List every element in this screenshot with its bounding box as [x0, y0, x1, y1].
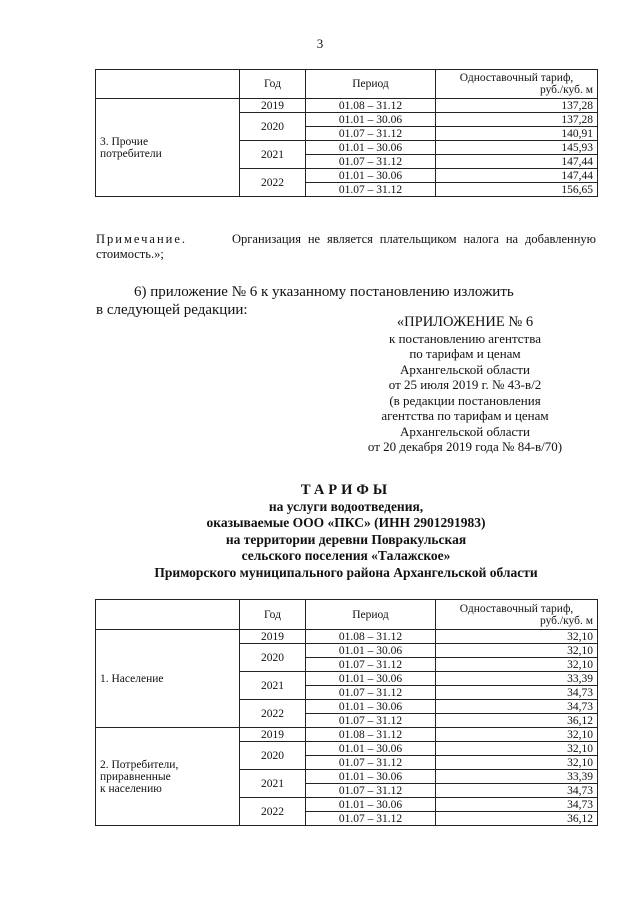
period-cell: 01.07 – 31.12 — [306, 714, 436, 728]
period-cell: 01.01 – 30.06 — [306, 770, 436, 784]
note-label: Примечание. — [96, 232, 188, 246]
category-cell: 2. Потребители, приравненные к населению — [96, 728, 240, 826]
value-cell: 32,10 — [436, 644, 598, 658]
value-cell: 145,93 — [436, 141, 598, 155]
year-cell: 2022 — [240, 798, 306, 826]
value-cell: 140,91 — [436, 127, 598, 141]
note-text: Организация не является плательщиком налога на добавленную стоимость.»; — [96, 232, 596, 261]
year-cell: 2022 — [240, 700, 306, 728]
year-header: Год — [240, 70, 306, 99]
value-cell: 137,28 — [436, 99, 598, 113]
period-header: Период — [306, 70, 436, 99]
tariff-table-population — [95, 599, 598, 826]
period-cell: 01.01 – 30.06 — [306, 141, 436, 155]
period-cell: 01.07 – 31.12 — [306, 784, 436, 798]
appendix-header: «ПРИЛОЖЕНИЕ № 6 к постановлению агентства по тарифам и ценам Архангельской области от 25 июля 2019 г. № 43-в/2 (в редакции постановления агентства по тарифам и ценам Архангельской области от 20 декабря 2019 года № 84-в/70) — [367, 314, 563, 454]
value-cell: 34,73 — [436, 798, 598, 812]
year-cell: 2019 — [240, 728, 306, 742]
value-cell: 32,10 — [436, 756, 598, 770]
period-cell: 01.07 – 31.12 — [306, 658, 436, 672]
value-cell: 34,73 — [436, 700, 598, 714]
period-cell: 01.08 – 31.12 — [306, 630, 436, 644]
table-header-row — [96, 600, 598, 630]
value-cell: 147,44 — [436, 155, 598, 169]
value-cell: 32,10 — [436, 728, 598, 742]
period-cell: 01.08 – 31.12 — [306, 99, 436, 113]
period-cell: 01.07 – 31.12 — [306, 183, 436, 197]
table-row — [96, 728, 598, 742]
period-cell: 01.01 – 30.06 — [306, 672, 436, 686]
value-cell: 34,73 — [436, 686, 598, 700]
year-cell: 2021 — [240, 770, 306, 798]
period-cell: 01.01 – 30.06 — [306, 742, 436, 756]
value-cell: 34,73 — [436, 784, 598, 798]
page-number: 3 — [316, 36, 324, 51]
period-cell: 01.07 – 31.12 — [306, 756, 436, 770]
period-cell: 01.01 – 30.06 — [306, 644, 436, 658]
period-cell: 01.07 – 31.12 — [306, 812, 436, 826]
year-cell: 2019 — [240, 630, 306, 644]
year-cell: 2022 — [240, 169, 306, 197]
period-header: Период — [306, 600, 436, 630]
period-cell: 01.08 – 31.12 — [306, 728, 436, 742]
table-row — [96, 99, 598, 113]
category-cell: 3. Прочие потребители — [96, 99, 240, 197]
paragraph-line-1: 6) приложение № 6 к указанному постановлению изложить — [134, 284, 514, 300]
period-cell: 01.07 – 31.12 — [306, 155, 436, 169]
period-cell: 01.07 – 31.12 — [306, 127, 436, 141]
value-cell: 32,10 — [436, 742, 598, 756]
vat-note — [96, 232, 596, 262]
value-cell: 147,44 — [436, 169, 598, 183]
tariff-header: Одноставочный тариф, руб./куб. м — [436, 70, 598, 99]
year-cell: 2019 — [240, 99, 306, 113]
period-cell: 01.01 – 30.06 — [306, 169, 436, 183]
value-cell: 156,65 — [436, 183, 598, 197]
table-header-row — [96, 70, 598, 99]
year-cell: 2021 — [240, 141, 306, 169]
category-cell: 1. Население — [96, 630, 240, 728]
value-cell: 33,39 — [436, 770, 598, 784]
tariff-header: Одноставочный тариф, руб./куб. м — [436, 600, 598, 630]
period-cell: 01.01 – 30.06 — [306, 113, 436, 127]
year-cell: 2020 — [240, 644, 306, 672]
period-cell: 01.07 – 31.12 — [306, 686, 436, 700]
year-cell: 2021 — [240, 672, 306, 700]
value-cell: 137,28 — [436, 113, 598, 127]
year-cell: 2020 — [240, 742, 306, 770]
value-cell: 33,39 — [436, 672, 598, 686]
year-cell: 2020 — [240, 113, 306, 141]
paragraph-line-2: в следующей редакции: — [96, 302, 248, 318]
value-cell: 32,10 — [436, 630, 598, 644]
value-cell: 32,10 — [436, 658, 598, 672]
tariffs-title: ТАРИФЫ на услуги водоотведения, оказываемые ООО «ПКС» (ИНН 2901291983) на территории деревни Повракульская сельского поселения «Талажское» Приморского муниципального района Архангельской области — [96, 482, 596, 581]
title-heading: ТАРИФЫ — [300, 482, 392, 498]
value-cell: 36,12 — [436, 812, 598, 826]
table-row — [96, 630, 598, 644]
tariff-table-other-consumers — [95, 69, 598, 197]
period-cell: 01.01 – 30.06 — [306, 798, 436, 812]
period-cell: 01.01 – 30.06 — [306, 700, 436, 714]
value-cell: 36,12 — [436, 714, 598, 728]
year-header: Год — [240, 600, 306, 630]
